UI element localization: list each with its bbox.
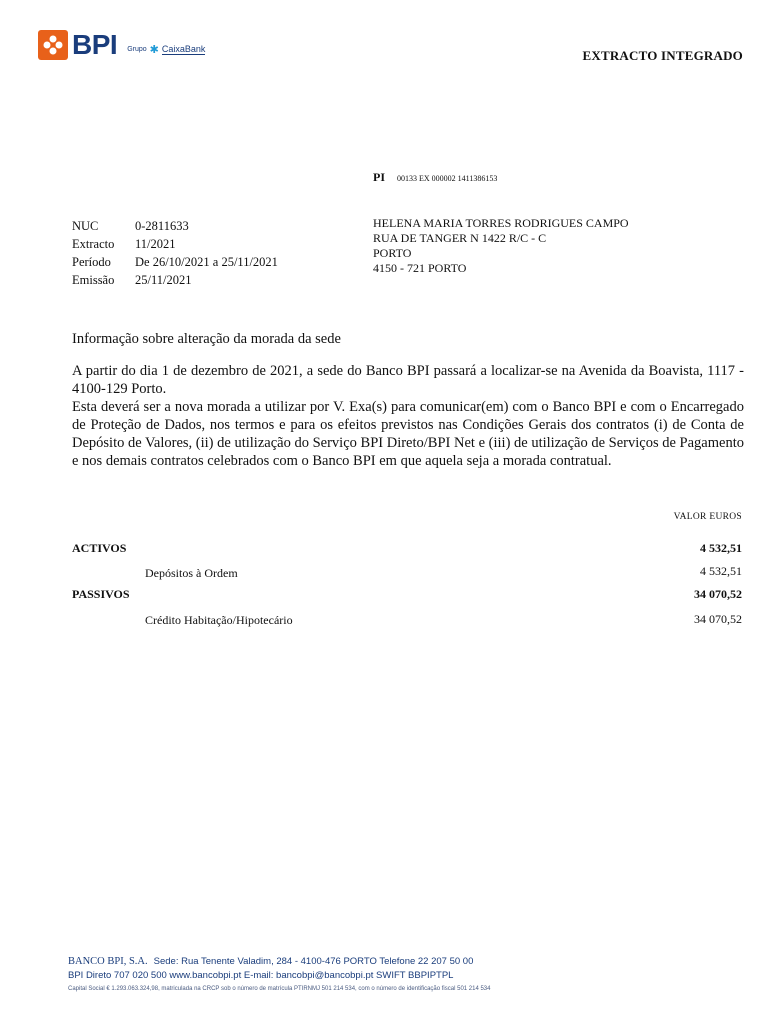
meta-label: NUC [72, 219, 99, 233]
footer-legal: Capital Social € 1.293.063.324,98, matriculada na CRCP sob o número de matrícula PTIRNMJ 501 214 534, com o número de identificação fiscal 501 214 534 [68, 986, 491, 992]
activos-label: ACTIVOS [72, 541, 127, 555]
value-column-header: VALOR EUROS [673, 512, 742, 522]
meta-label: Extracto [72, 237, 115, 251]
footer-line-1 [68, 956, 473, 967]
reference-line [373, 170, 497, 185]
reference-code: 00133 EX 000002 1411386153 [397, 174, 498, 183]
address-line: RUA DE TANGER N 1422 R/C - C [373, 231, 547, 245]
meta-value: 11/2021 [135, 237, 176, 251]
statement-meta [72, 217, 278, 289]
meta-label: Período [72, 255, 111, 269]
meta-value: 25/11/2021 [135, 273, 192, 287]
depositos-label: Depósitos à Ordem [145, 566, 238, 580]
address-line: HELENA MARIA TORRES RODRIGUES CAMPO [373, 216, 629, 230]
meta-row-periodo [72, 253, 278, 271]
footer-line-2: BPI Direto 707 020 500 www.bancobpi.pt E-mail: bancobpi@bancobpi.pt SWIFT BBPIPTPL [68, 970, 454, 981]
meta-row-emissao [72, 271, 278, 289]
meta-row-extracto [72, 235, 278, 253]
footer-bank-name: BANCO BPI, S.A. [68, 956, 148, 967]
meta-value: 0-2811633 [135, 219, 189, 233]
document-title: EXTRACTO INTEGRADO [582, 48, 743, 63]
passivos-value: 34 070,52 [694, 587, 742, 601]
notice-title: Informação sobre alteração da morada da sede [72, 331, 341, 347]
address-line: PORTO [373, 246, 412, 260]
meta-row-nuc [72, 217, 278, 235]
notice-paragraph: A partir do dia 1 de dezembro de 2021, a sede do Banco BPI passará a localizar-se na Avenida da Boavista, 1117 - 4100-129 Porto. [72, 363, 744, 397]
activos-value: 4 532,51 [700, 541, 742, 555]
notice-body [72, 362, 744, 470]
logo-group [127, 43, 205, 56]
credito-value: 34 070,52 [694, 612, 742, 626]
reference-prefix: PI [373, 170, 385, 184]
credito-label: Crédito Habitação/Hipotecário [145, 613, 293, 627]
bpi-flower-icon [38, 30, 68, 60]
bpi-logo [38, 28, 205, 62]
meta-value: De 26/10/2021 a 25/11/2021 [135, 255, 278, 269]
passivos-label: PASSIVOS [72, 587, 130, 601]
notice-paragraph: Esta deverá ser a nova morada a utilizar por V. Exa(s) para comunicar(em) com o Banco BPI e com o Encarregado de Proteção de Dados, nos termos e para os efeitos previstos nas Condições Gerais dos contratos (i) de Conta de Depósito de Valores, (ii) de utilização do Serviço BPI Direto/BPI Net e (iii) de utilização de Serviços de Pagamento e nos demais contratos celebrados com o Banco BPI em que aquela seja a morada contratual. [72, 399, 744, 469]
logo-group-name: CaixaBank [161, 43, 206, 54]
meta-label: Emissão [72, 273, 115, 287]
logo-text: BPI [72, 29, 118, 60]
footer-address: Sede: Rua Tenente Valadim, 284 - 4100-476 PORTO Telefone 22 207 50 00 [153, 956, 474, 967]
logo-group-prefix: Grupo [127, 45, 147, 53]
caixabank-star-icon: ✱ [149, 43, 159, 56]
depositos-value: 4 532,51 [700, 564, 742, 578]
recipient-address [373, 216, 629, 276]
address-line: 4150 - 721 PORTO [373, 261, 467, 275]
